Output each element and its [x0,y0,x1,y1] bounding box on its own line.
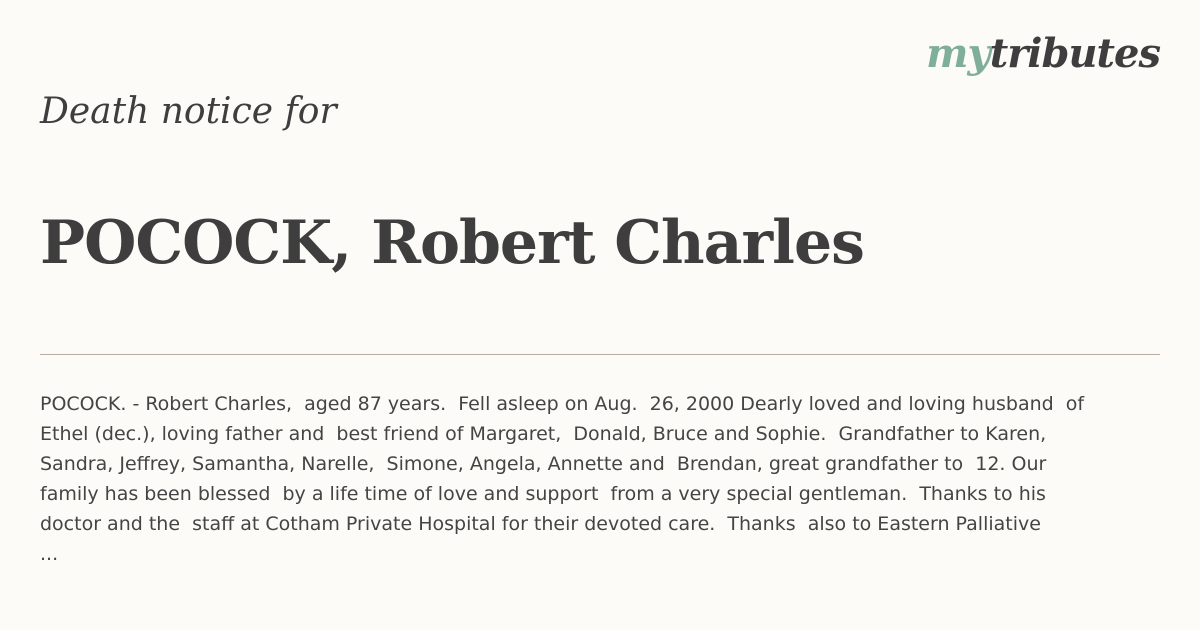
logo-text-tributes: tributes [989,30,1160,77]
notice-heading: Death notice for [40,91,337,132]
deceased-name: POCOCK, Robert Charles [40,208,864,278]
divider [40,354,1160,355]
mytributes-logo [926,30,1160,77]
logo-text-my: my [926,30,990,77]
notice-body-text: POCOCK. - Robert Charles, aged 87 years. Fell asleep on Aug. 26, 2000 Dearly loved and loving husband of Ethel (dec.), loving father and best friend of Margaret, Donald, Bruce and Sophie. Grandfather to Karen, Sandra, Jeffrey, Samantha, Narelle, Simone, Angela, Annette and Brendan, great grandfather to 12. Our family has been blessed by a life time of love and support from a very special gentleman. Thanks to his doctor and the staff at Cotham Private Hospital for their devoted care. Thanks also to Eastern Palliative ... [40,393,1085,565]
